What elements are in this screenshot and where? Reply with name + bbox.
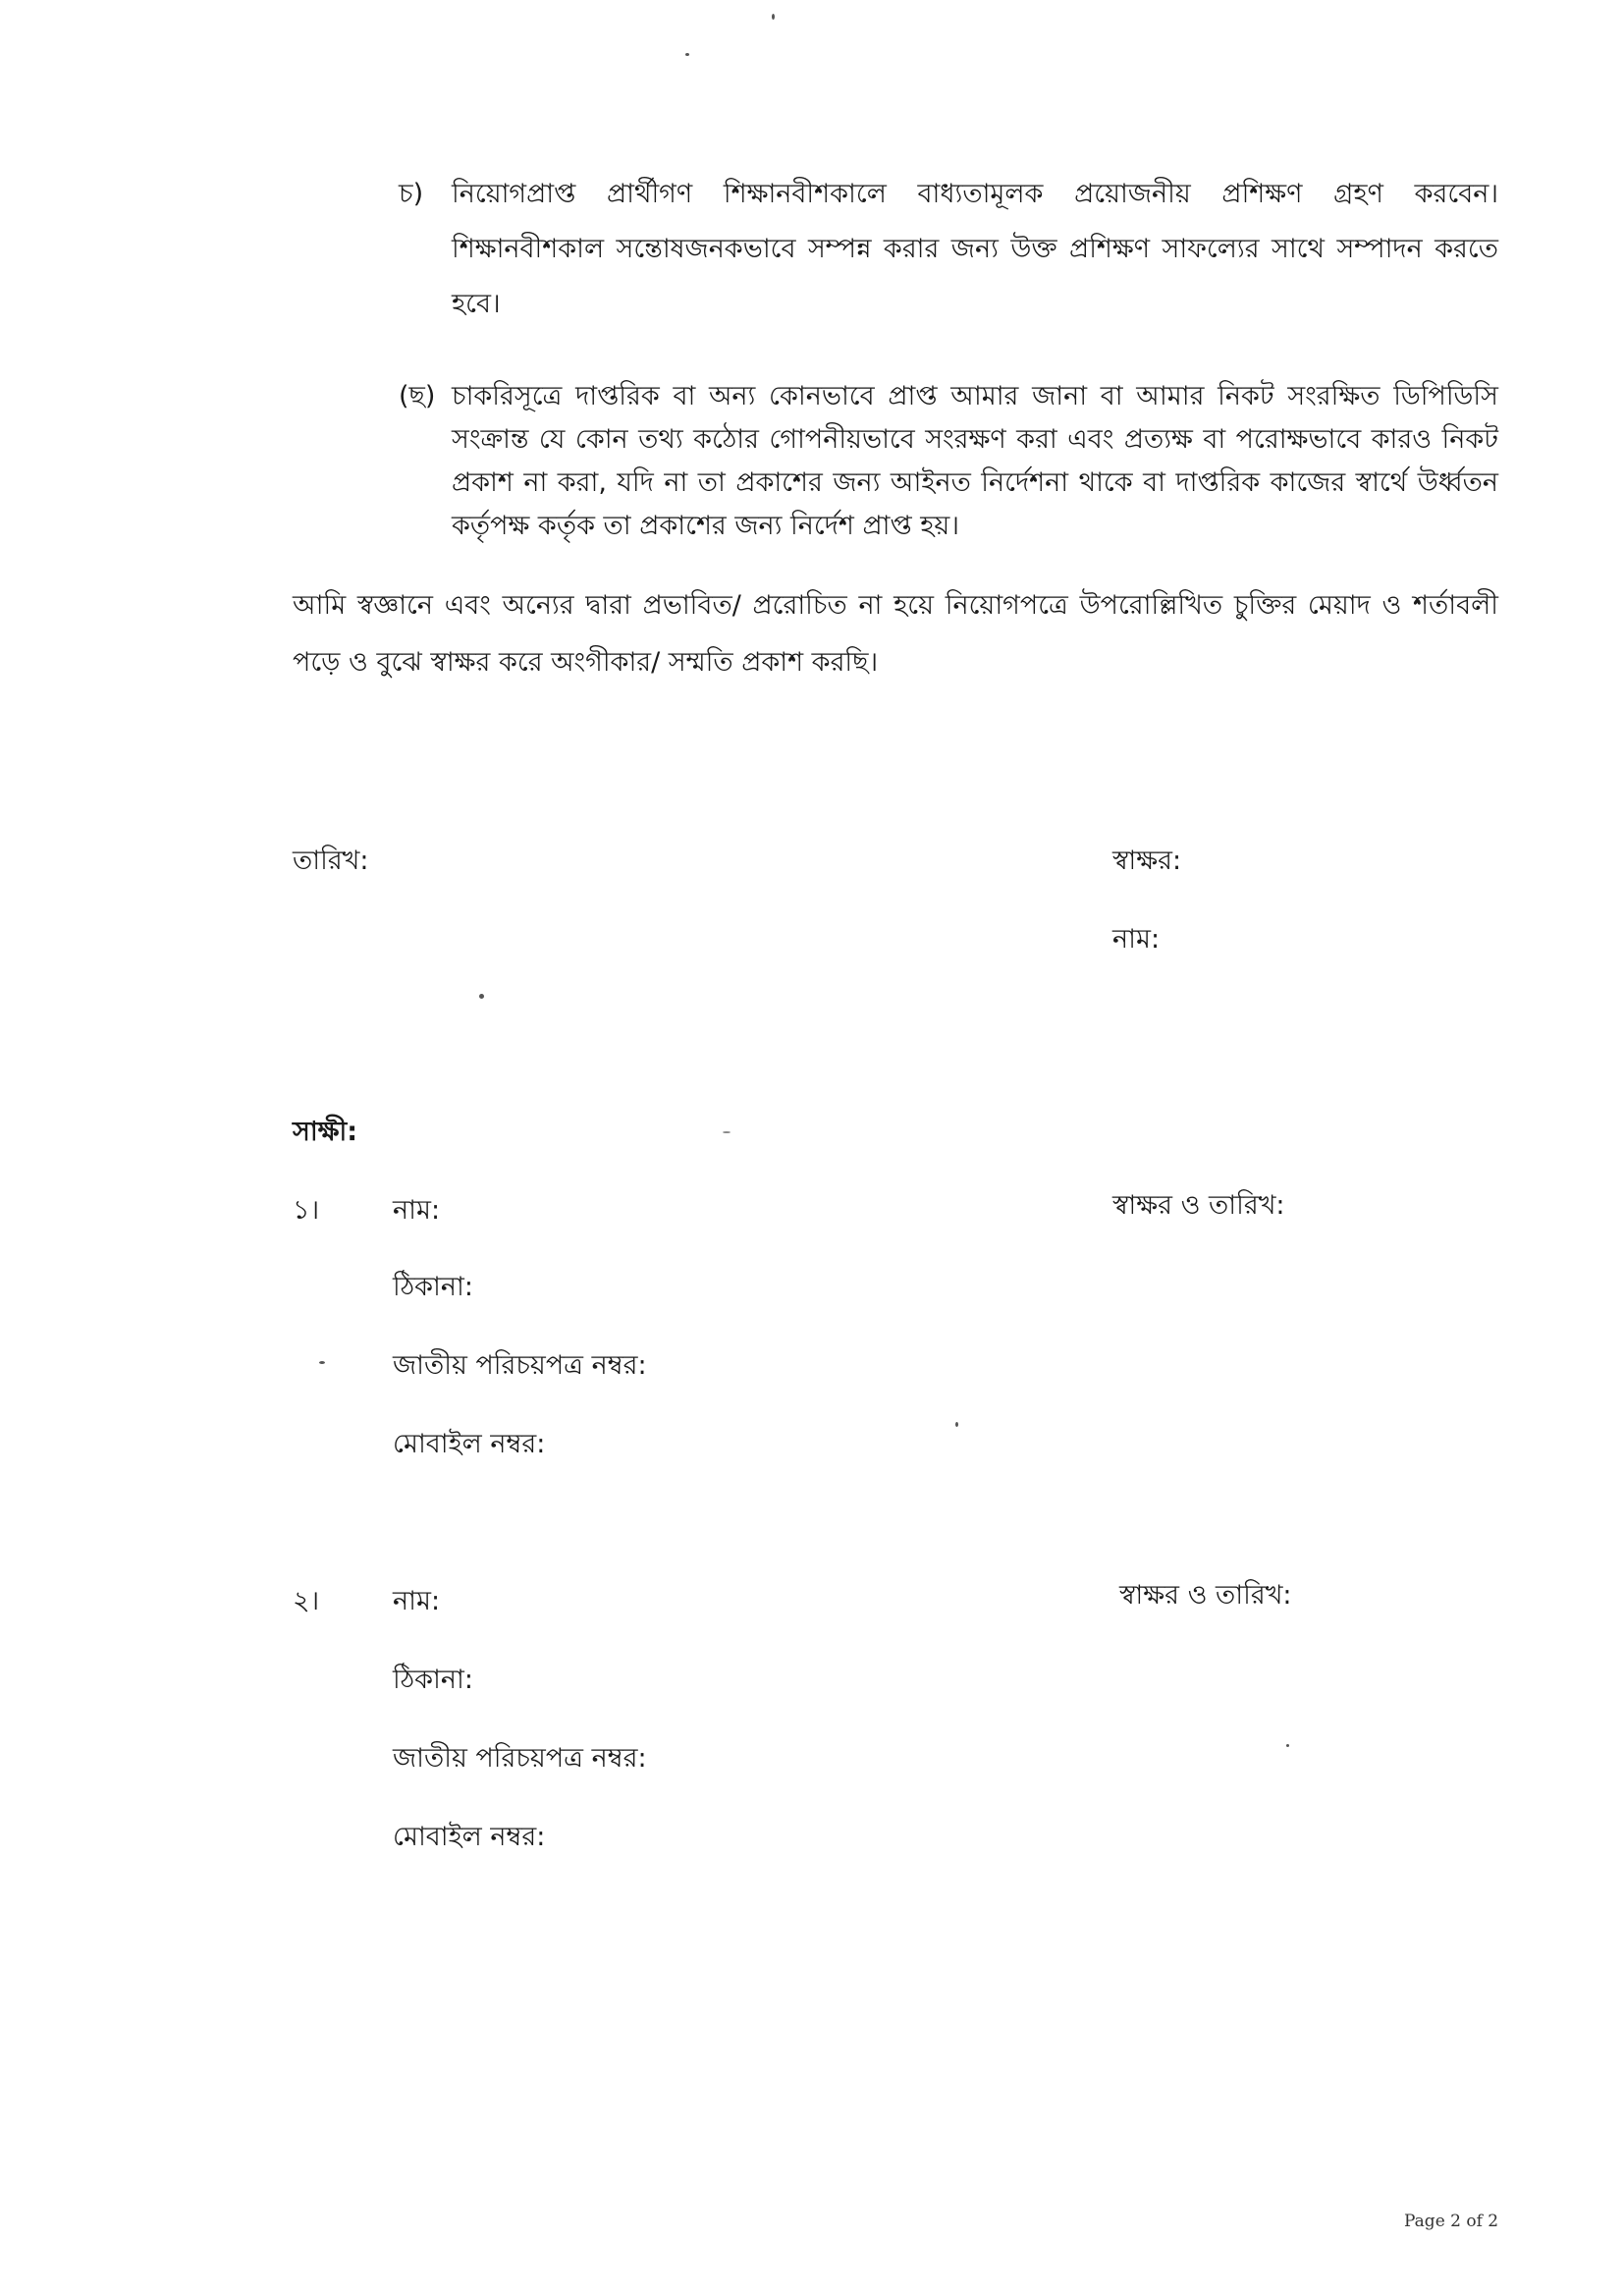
- witness-number: ২।: [293, 1586, 320, 1616]
- scan-speck: [685, 53, 689, 56]
- name-label: নাম:: [1112, 924, 1161, 955]
- witness-name-label: নাম:: [393, 1195, 441, 1226]
- declaration-paragraph: আমি স্বজ্ঞানে এবং অন্যের দ্বারা প্রভাবিত/ প্ররোচিত না হয়ে নিয়োগপত্রে উপরোল্লিখিত চুক্তির মেয়াদ ও শর্তাবলী পড়ে ও বুঝে স্বাক্ষর করে অংগীকার/ সম্মতি প্রকাশ করছি।: [293, 590, 1498, 678]
- witness-sign-date-label: স্বাক্ষর ও তারিখ:: [1119, 1580, 1292, 1611]
- scan-speck: [772, 14, 775, 20]
- witness-nid-label: জাতীয় পরিচয়পত্র নম্বর:: [393, 1350, 647, 1381]
- clause-chha: [399, 375, 1498, 548]
- scan-speck: [955, 1422, 958, 1427]
- witness-address-label: ঠিকানা:: [393, 1665, 473, 1695]
- witness-mobile-label: মোবাইল নম্বর:: [393, 1429, 546, 1459]
- witness-number: ১।: [293, 1195, 320, 1226]
- witness-name-label: নাম:: [393, 1586, 441, 1616]
- witness-nid-label: জাতীয় পরিচয়পত্র নম্বর:: [393, 1743, 647, 1774]
- scan-speck: [1286, 1744, 1289, 1747]
- witness-heading: সাক্ষী:: [293, 1117, 358, 1147]
- clause-marker: (ছ): [399, 381, 436, 411]
- witness-address-label: ঠিকানা:: [393, 1272, 473, 1302]
- clause-cha: [399, 167, 1498, 332]
- scan-speck: [479, 994, 484, 999]
- witness-mobile-label: মোবাইল নম্বর:: [393, 1822, 546, 1852]
- clause-text: নিয়োগপ্রাপ্ত প্রার্থীগণ শিক্ষানবীশকালে বাধ্যতামূলক প্রয়োজনীয় প্রশিক্ষণ গ্রহণ করবেন। শিক্ষানবীশকাল সন্তোষজনকভাবে সম্পন্ন করার জন্য উক্ত প্রশিক্ষণ সাফল্যের সাথে সম্পাদন করতে হবে।: [452, 179, 1498, 319]
- witness-sign-date-label: স্বাক্ষর ও তারিখ:: [1112, 1190, 1285, 1221]
- date-label: তারিখ:: [293, 846, 369, 876]
- signature-label: স্বাক্ষর:: [1112, 846, 1182, 876]
- clause-marker: চ): [399, 179, 424, 209]
- clause-text: চাকরিসূত্রে দাপ্তরিক বা অন্য কোনভাবে প্রাপ্ত আমার জানা বা আমার নিকট সংরক্ষিত ডিপিডিসি সংক্রান্ত যে কোন তথ্য কঠোর গোপনীয়ভাবে সংরক্ষণ করা এবং প্রত্যক্ষ বা পরোক্ষভাবে কারও নিকট প্রকাশ না করা, যদি না তা প্রকাশের জন্য আইনত নির্দেশনা থাকে বা দাপ্তরিক কাজের স্বার্থে উর্ধ্বতন কর্তৃপক্ষ কর্তৃক তা প্রকাশের জন্য নির্দেশ প্রাপ্ত হয়।: [452, 381, 1498, 541]
- page-number: Page 2 of 2: [1404, 2212, 1499, 2231]
- scan-speck: [723, 1131, 731, 1133]
- scan-speck: [319, 1361, 325, 1364]
